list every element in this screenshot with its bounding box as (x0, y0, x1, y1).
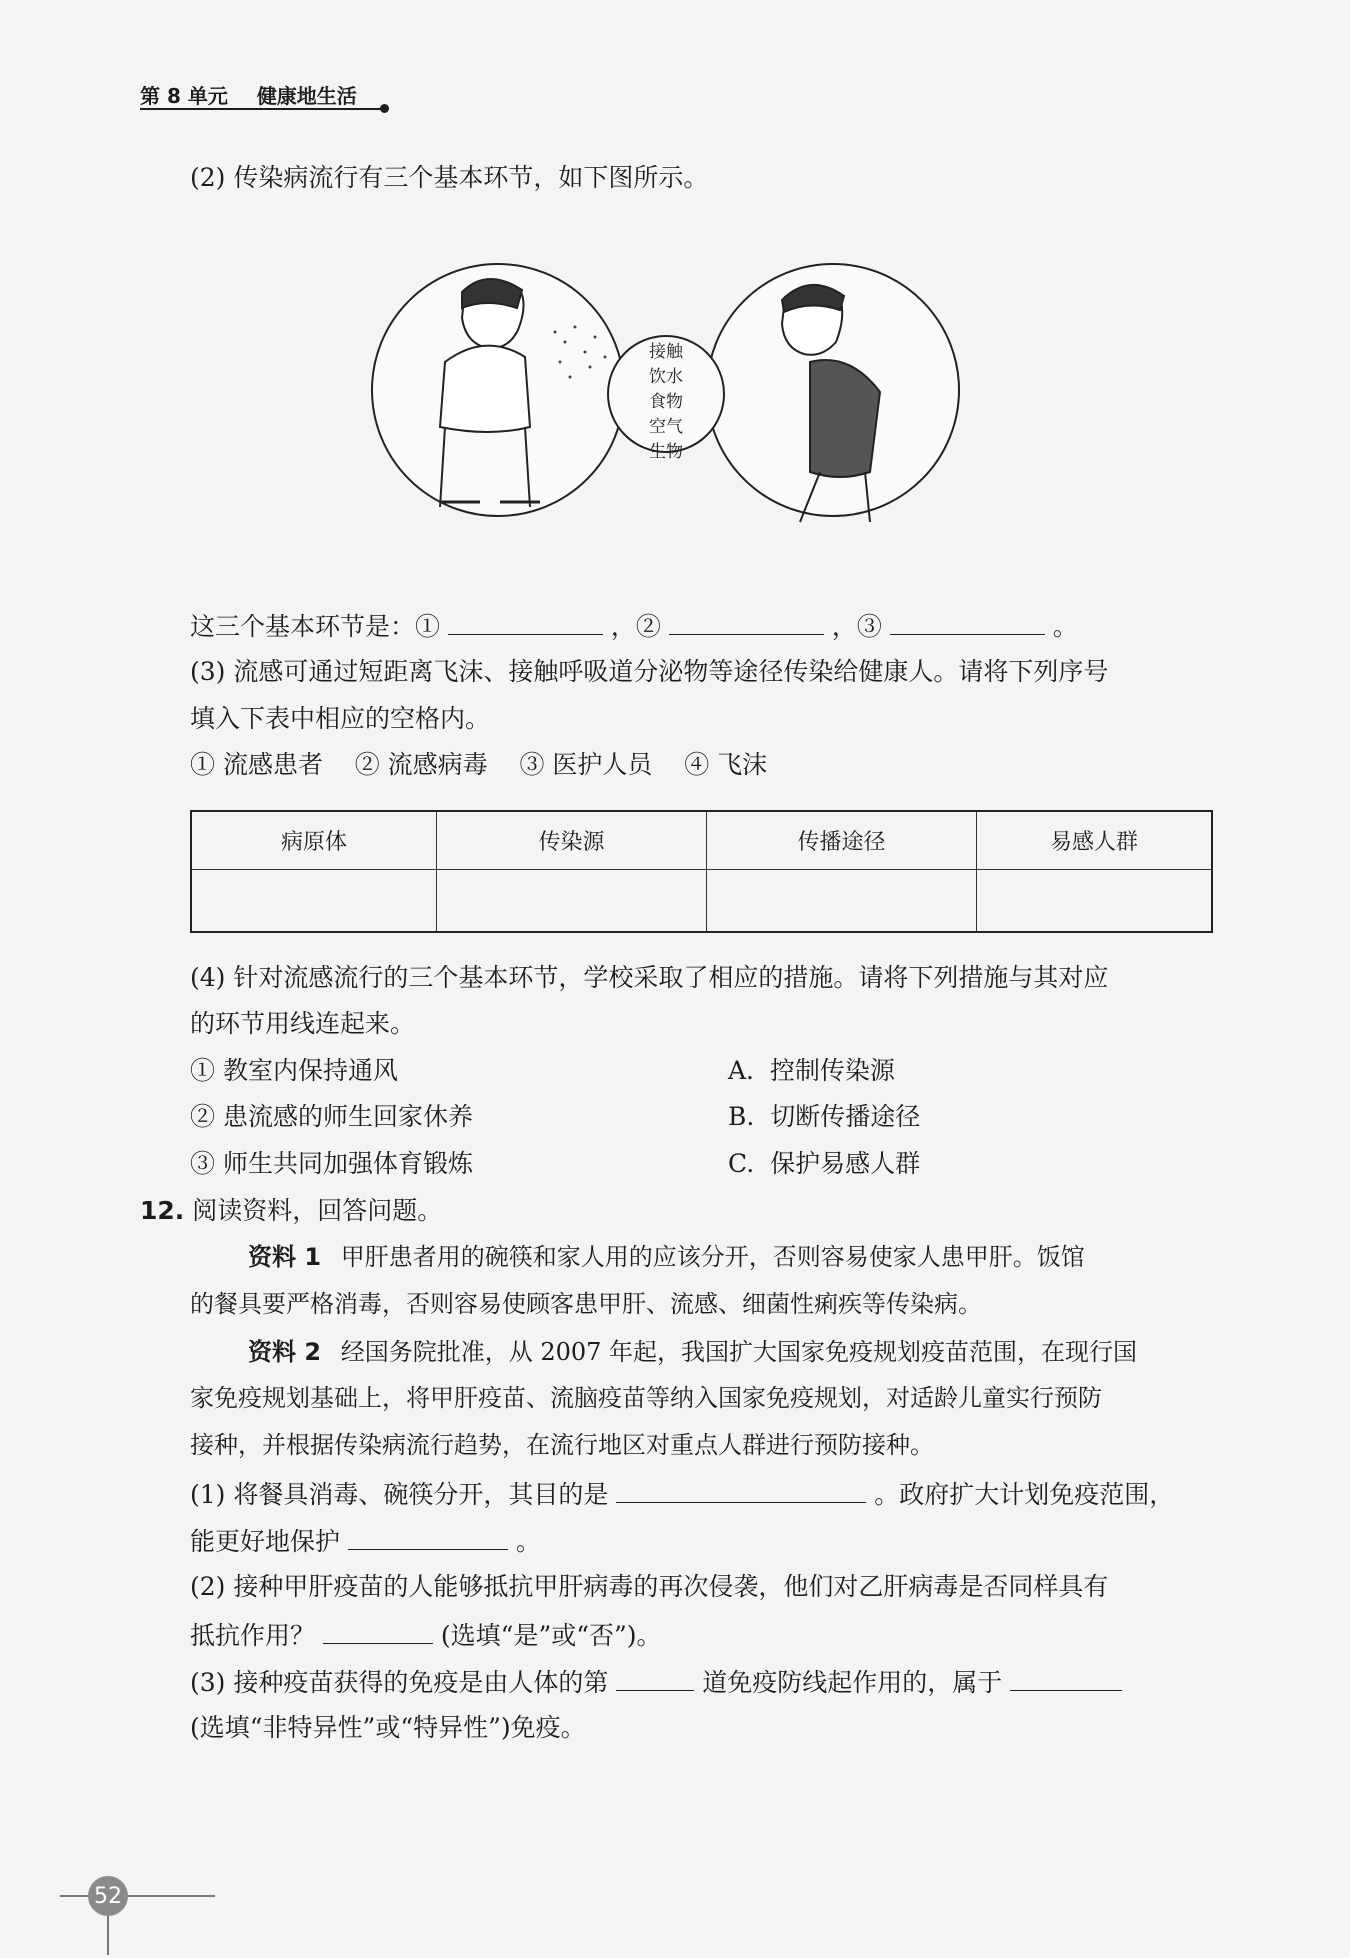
material-1-text-1: 甲肝患者用的碗筷和家人用的应该分开，否则容易使家人患甲肝。饭馆 (340, 1243, 1085, 1271)
q4-line-1: (4) 针对流感流行的三个基本环节，学校采取了相应的措施。请将下列措施与其对应 (190, 963, 1109, 992)
q2-answer-sep2: ，② (610, 612, 661, 641)
q2-answer-end: 。 (1052, 612, 1078, 641)
answer-blank-2[interactable] (669, 610, 824, 635)
q12-sub1-text-d: 。 (515, 1527, 541, 1556)
q12-heading (140, 1196, 442, 1226)
q12-sub3-blank-2[interactable] (1010, 1666, 1122, 1691)
header-dot (380, 104, 389, 113)
material-1-line-1 (248, 1243, 1085, 1272)
q2-answer-prefix: 这三个基本环节是：① (190, 612, 441, 641)
material-2-line-2: 家免疫规划基础上，将甲肝疫苗、流脑疫苗等纳入国家免疫规划，对适龄儿童实行预防 (190, 1384, 1102, 1412)
q12-sub1-line-2 (190, 1525, 541, 1557)
material-2-line-1 (248, 1338, 1137, 1367)
q12-sub2-text-b: 抵抗作用？ (190, 1621, 316, 1650)
material-1-label: 资料 1 (248, 1243, 322, 1271)
table-header-route: 传播途径 (707, 812, 977, 870)
header-rule (140, 108, 384, 110)
route-labels (649, 342, 684, 462)
q12-sub1-blank-2[interactable] (348, 1525, 508, 1550)
q12-sub3-line-2: (选填“非特异性”或“特异性”)免疫。 (190, 1713, 586, 1742)
q4-measure-2[interactable]: ② 患流感的师生回家休养 (190, 1102, 473, 1131)
table-input-route[interactable] (707, 870, 977, 931)
q12-sub1-text-b: 。政府扩大计划免疫范围， (874, 1480, 1175, 1509)
q12-sub2-line-2 (190, 1619, 662, 1651)
q2-answer-sep3: ，③ (831, 612, 882, 641)
q12-sub1-text-c: 能更好地保护 (190, 1527, 341, 1556)
q12-sub3-text-b: 道免疫防线起作用的，属于 (702, 1668, 1003, 1697)
q4-measure-1[interactable]: ① 教室内保持通风 (190, 1056, 398, 1085)
route-label-food: 食物 (649, 392, 683, 412)
table-input-susceptible[interactable] (977, 870, 1211, 931)
q4-link-a[interactable]: A. 控制传染源 (728, 1056, 895, 1085)
route-label-air: 空气 (649, 417, 683, 437)
q4-measure-3[interactable]: ③ 师生共同加强体育锻炼 (190, 1149, 473, 1178)
q12-sub3-line-1 (190, 1666, 1122, 1698)
unit-number: 第 8 单元 (140, 84, 228, 108)
q3-line-1: (3) 流感可通过短距离飞沫、接触呼吸道分泌物等途径传染给健康人。请将下列序号 (190, 657, 1109, 686)
q12-number: 12. (140, 1196, 185, 1225)
q12-title: 阅读资料，回答问题。 (192, 1196, 443, 1225)
table-input-pathogen[interactable] (192, 870, 437, 931)
q12-sub2-blank[interactable] (323, 1619, 433, 1644)
q12-sub1-blank-1[interactable] (616, 1478, 866, 1503)
q12-sub2-text-c: (选填“是”或“否”)。 (440, 1621, 662, 1650)
q2-answer-line (190, 610, 1078, 642)
material-2-label: 资料 2 (248, 1338, 322, 1366)
q4-line-2: 的环节用线连起来。 (190, 1009, 416, 1038)
material-1-line-2: 的餐具要严格消毒，否则容易使顾客患甲肝、流感、细菌性痢疾等传染病。 (190, 1290, 982, 1318)
transmission-figure (370, 262, 970, 542)
q4-link-b[interactable]: B. 切断传播途径 (728, 1102, 921, 1131)
footer-rule (60, 1895, 215, 1897)
q4-link-c[interactable]: C. 保护易感人群 (728, 1149, 921, 1178)
route-label-contact: 接触 (649, 342, 683, 362)
route-label-organism: 生物 (649, 442, 683, 462)
q12-sub1-line-1 (190, 1478, 1174, 1510)
q12-sub2-line-1: (2) 接种甲肝疫苗的人能够抵抗甲肝病毒的再次侵袭，他们对乙肝病毒是否同样具有 (190, 1572, 1109, 1601)
unit-header (140, 80, 357, 109)
material-2-line-3: 接种，并根据传染病流行趋势，在流行地区对重点人群进行预防接种。 (190, 1431, 934, 1459)
q12-sub1-text-a: (1) 将餐具消毒、碗筷分开，其目的是 (190, 1480, 609, 1509)
table-header-source: 传染源 (437, 812, 707, 870)
unit-title: 健康地生活 (256, 84, 357, 108)
q12-sub3-text-a: (3) 接种疫苗获得的免疫是由人体的第 (190, 1668, 609, 1697)
page-number: 52 (88, 1876, 128, 1916)
material-2-text-1: 经国务院批准，从 2007 年起，我国扩大国家免疫规划疫苗范围，在现行国 (340, 1338, 1138, 1366)
route-label-water: 饮水 (649, 367, 683, 387)
answer-blank-3[interactable] (890, 610, 1045, 635)
q12-sub3-blank-1[interactable] (616, 1666, 694, 1691)
q3-options: ① 流感患者 ② 流感病毒 ③ 医护人员 ④ 飞沫 (190, 750, 768, 779)
table-header-susceptible: 易感人群 (977, 812, 1211, 870)
answer-blank-1[interactable] (448, 610, 603, 635)
q3-line-2: 填入下表中相应的空格内。 (190, 704, 491, 733)
table-input-source[interactable] (437, 870, 707, 931)
table-header-pathogen: 病原体 (192, 812, 437, 870)
classification-table (190, 810, 1213, 933)
q2-intro: (2) 传染病流行有三个基本环节，如下图所示。 (190, 163, 709, 192)
